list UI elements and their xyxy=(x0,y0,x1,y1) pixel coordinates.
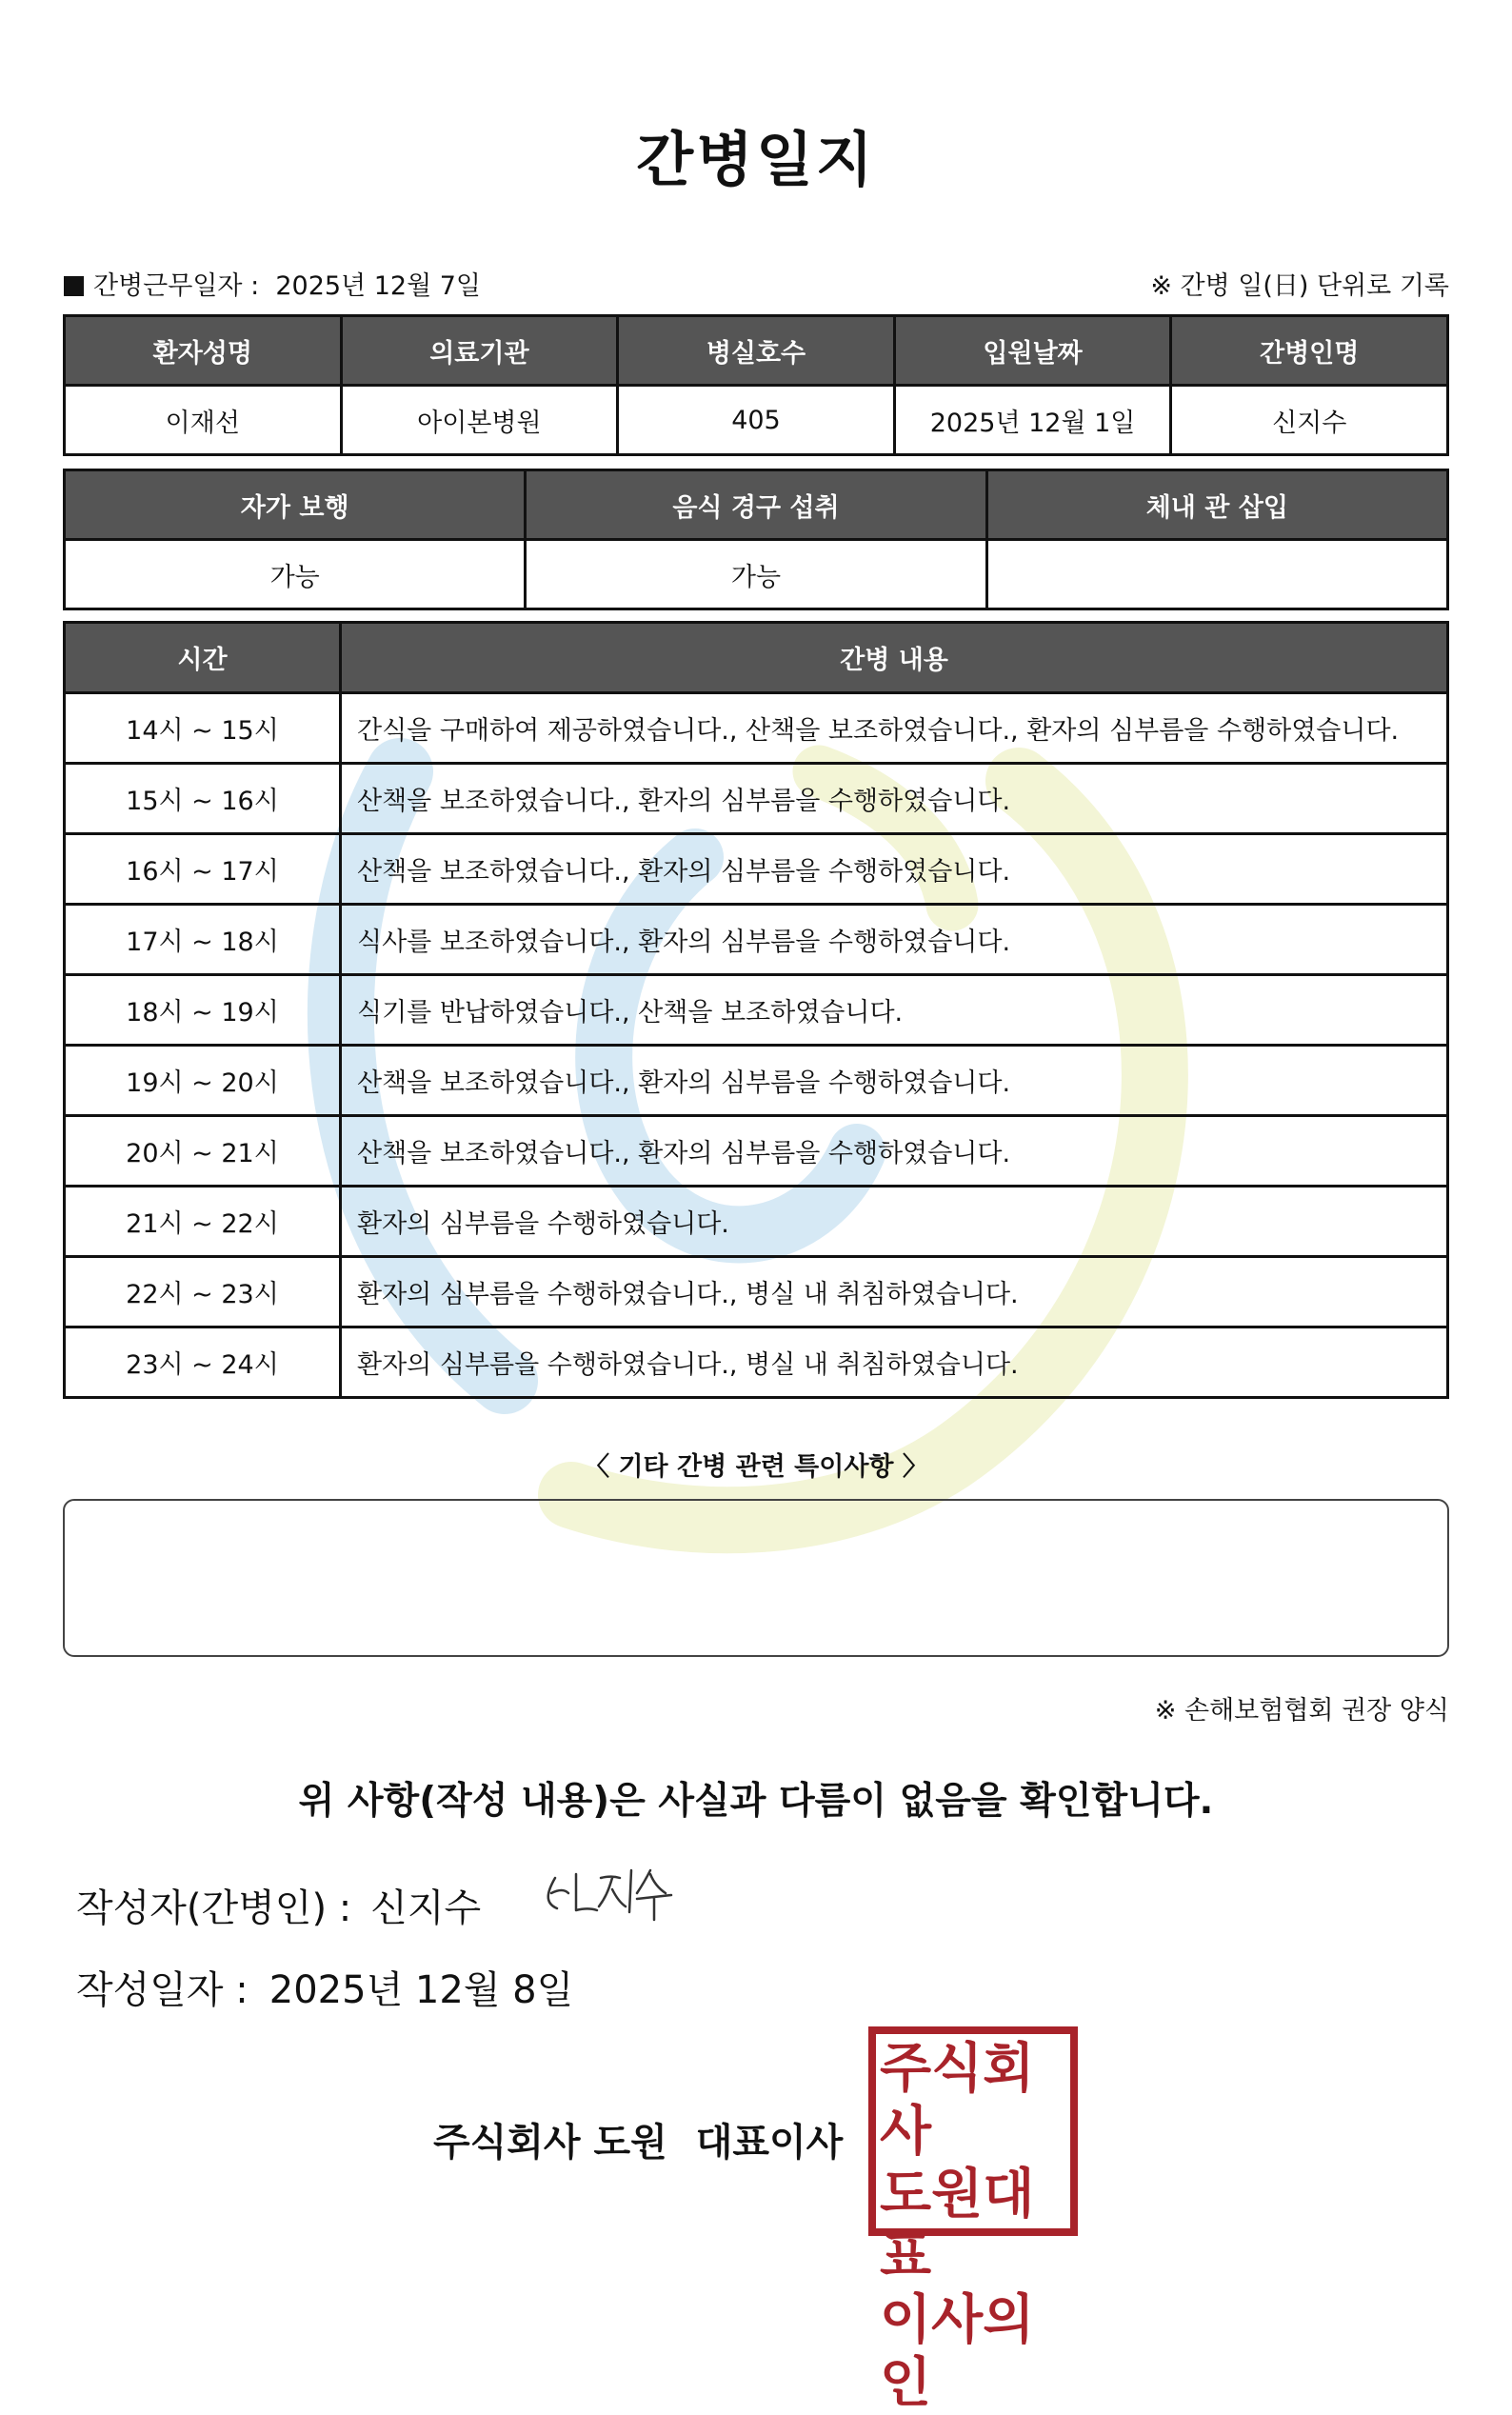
care-content-cell: 산책을 보조하였습니다., 환자의 심부름을 수행하였습니다. xyxy=(341,834,1448,905)
table-header-row xyxy=(65,316,1448,386)
handwritten-signature xyxy=(538,1865,681,1926)
header-room-number: 병실호수 xyxy=(618,316,895,386)
table-row xyxy=(65,540,1448,609)
table-row xyxy=(65,1257,1448,1327)
seal-line: 이사의인 xyxy=(880,2289,1035,2414)
seal-line: 도원대표 xyxy=(880,2164,1035,2288)
table-row xyxy=(65,1187,1448,1257)
special-notes-box xyxy=(63,1499,1449,1657)
header-care-content: 간병 내용 xyxy=(341,623,1448,693)
table-row xyxy=(65,693,1448,764)
care-content-cell: 산책을 보조하였습니다., 환자의 심부름을 수행하였습니다. xyxy=(341,764,1448,834)
table-row xyxy=(65,1327,1448,1398)
table-row xyxy=(65,1116,1448,1187)
header-time: 시간 xyxy=(65,623,341,693)
hospital-name: 아이본병원 xyxy=(341,386,618,455)
recommended-form-note: ※ 손해보험협회 권장 양식 xyxy=(1154,1696,1449,1726)
room-number: 405 xyxy=(618,386,895,455)
header-admission-date: 입원날짜 xyxy=(894,316,1171,386)
care-log-table xyxy=(63,621,1449,1399)
work-date-value: 2025년 12월 7일 xyxy=(275,271,482,301)
time-cell: 21시 ~ 22시 xyxy=(65,1187,341,1257)
table-row xyxy=(65,764,1448,834)
square-bullet-icon xyxy=(64,276,84,296)
work-date-line xyxy=(64,265,481,302)
header-tube-insertion: 체내 관 삽입 xyxy=(986,470,1447,540)
page-title: 간병일지 xyxy=(636,125,876,194)
table-header-row xyxy=(65,470,1448,540)
care-content-cell: 산책을 보조하였습니다., 환자의 심부름을 수행하였습니다. xyxy=(341,1116,1448,1187)
writer-line xyxy=(76,1878,481,1932)
writer-name: 신지수 xyxy=(370,1886,482,1930)
care-content-cell: 간식을 구매하여 제공하였습니다., 산책을 보조하였습니다., 환자의 심부름을 수행하였습니다. xyxy=(341,693,1448,764)
record-unit-note: ※ 간병 일(日) 단위로 기록 xyxy=(1150,271,1449,301)
header-patient-name: 환자성명 xyxy=(65,316,342,386)
company-seal-stamp xyxy=(868,2026,1078,2414)
patient-ability-table xyxy=(63,469,1449,610)
written-date-label: 작성일자 : xyxy=(76,1968,249,2012)
header-caregiver-name: 간병인명 xyxy=(1171,316,1448,386)
time-cell: 17시 ~ 18시 xyxy=(65,905,341,975)
header-self-walking: 자가 보행 xyxy=(65,470,526,540)
seal-line: 주식회사 xyxy=(880,2038,1035,2163)
care-content-cell: 식기를 반납하였습니다., 산책을 보조하였습니다. xyxy=(341,975,1448,1046)
caregiver-name: 신지수 xyxy=(1171,386,1448,455)
patient-info-table xyxy=(63,314,1449,456)
table-row xyxy=(65,386,1448,455)
company-representative: 대표이사 xyxy=(695,2121,844,2165)
time-cell: 18시 ~ 19시 xyxy=(65,975,341,1046)
table-row xyxy=(65,975,1448,1046)
time-cell: 20시 ~ 21시 xyxy=(65,1116,341,1187)
table-row xyxy=(65,905,1448,975)
written-date-line xyxy=(76,1960,573,2014)
company-name: 주식회사 도원 xyxy=(433,2121,667,2165)
table-header-row xyxy=(65,623,1448,693)
special-notes-label: 〈 기타 간병 관련 특이사항 〉 xyxy=(584,1452,928,1482)
time-cell: 16시 ~ 17시 xyxy=(65,834,341,905)
care-content-cell: 환자의 심부름을 수행하였습니다. xyxy=(341,1187,1448,1257)
company-line xyxy=(433,2112,843,2166)
table-row xyxy=(65,1046,1448,1116)
care-content-cell: 식사를 보조하였습니다., 환자의 심부름을 수행하였습니다. xyxy=(341,905,1448,975)
care-content-cell: 환자의 심부름을 수행하였습니다., 병실 내 취침하였습니다. xyxy=(341,1327,1448,1398)
care-content-cell: 환자의 심부름을 수행하였습니다., 병실 내 취침하였습니다. xyxy=(341,1257,1448,1327)
patient-name: 이재선 xyxy=(65,386,342,455)
time-cell: 23시 ~ 24시 xyxy=(65,1327,341,1398)
written-date-value: 2025년 12월 8일 xyxy=(269,1968,574,2012)
oral-intake-value: 가능 xyxy=(526,540,986,609)
admission-date: 2025년 12월 1일 xyxy=(894,386,1171,455)
confirmation-statement: 위 사항(작성 내용)은 사실과 다름이 없음을 확인합니다. xyxy=(298,1780,1214,1823)
header-hospital: 의료기관 xyxy=(341,316,618,386)
self-walking-value: 가능 xyxy=(65,540,526,609)
time-cell: 15시 ~ 16시 xyxy=(65,764,341,834)
tube-insertion-value xyxy=(986,540,1447,609)
writer-label: 작성자(간병인) : xyxy=(76,1886,352,1930)
care-content-cell: 산책을 보조하였습니다., 환자의 심부름을 수행하였습니다. xyxy=(341,1046,1448,1116)
time-cell: 19시 ~ 20시 xyxy=(65,1046,341,1116)
work-date-label: 간병근무일자 : xyxy=(93,271,260,301)
time-cell: 14시 ~ 15시 xyxy=(65,693,341,764)
header-oral-intake: 음식 경구 섭취 xyxy=(526,470,986,540)
table-row xyxy=(65,834,1448,905)
time-cell: 22시 ~ 23시 xyxy=(65,1257,341,1327)
